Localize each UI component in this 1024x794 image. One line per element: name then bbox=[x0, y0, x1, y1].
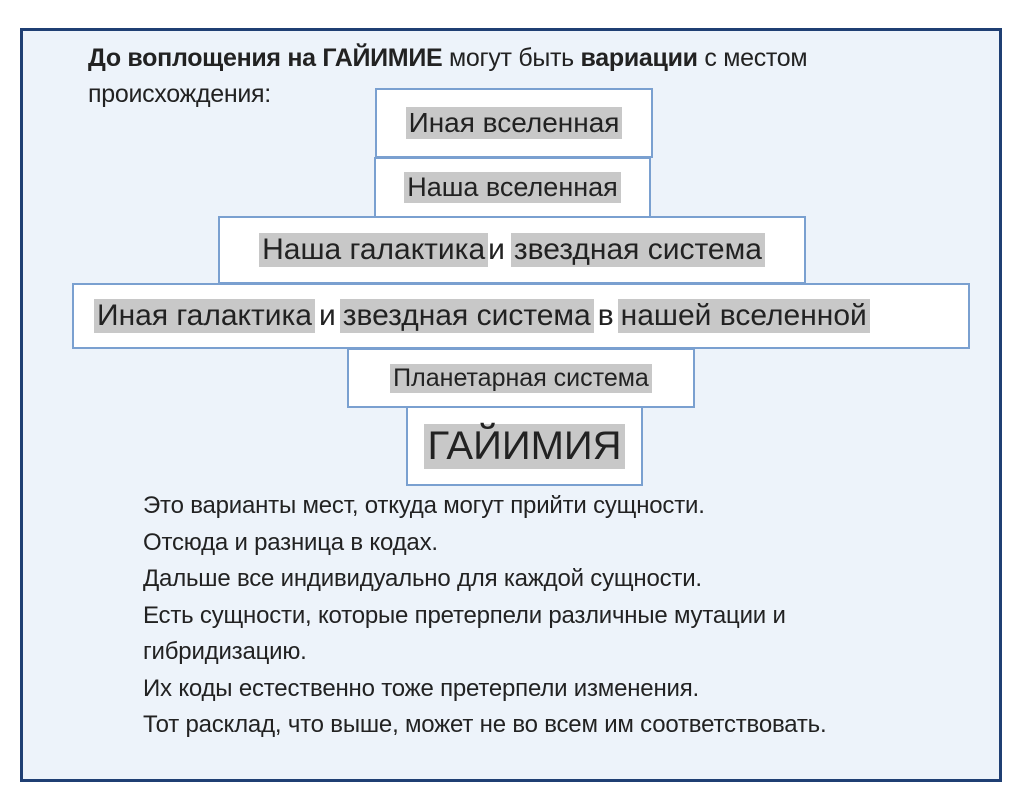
description-line: Это варианты мест, откуда могут прийти сущности. bbox=[143, 492, 705, 519]
intro-bold-1: До воплощения на ГАЙИМИЕ bbox=[88, 44, 443, 72]
box-other-galaxy-conj-2: в bbox=[597, 299, 614, 332]
box-gaiimia bbox=[406, 406, 643, 486]
description-line: гибридизацию. bbox=[143, 638, 307, 665]
description-line: Тот расклад, что выше, может не во всем им соответствовать. bbox=[143, 711, 827, 738]
box-other-galaxy-conj-1: и bbox=[318, 299, 336, 332]
description-line: Есть сущности, которые претерпели различные мутации и bbox=[143, 601, 786, 629]
intro-bold-2: вариации bbox=[580, 44, 698, 72]
description-line: Дальше все индивидуально для каждой сущности. bbox=[143, 565, 702, 592]
box-other-universe-label: Иная вселенная bbox=[406, 107, 623, 139]
box-our-universe-label: Наша вселенная bbox=[404, 172, 621, 203]
description-line: Отсюда и разница в кодах. bbox=[143, 528, 438, 556]
box-our-universe bbox=[374, 157, 651, 218]
box-other-galaxy-part-2: звездная система bbox=[340, 299, 594, 333]
description-list bbox=[143, 488, 963, 744]
box-our-galaxy-conj: и bbox=[488, 233, 505, 266]
box-our-galaxy-part-2: звездная система bbox=[511, 233, 765, 267]
box-other-galaxy bbox=[72, 283, 970, 349]
box-planetary-system bbox=[347, 348, 695, 408]
box-other-galaxy-part-1: Иная галактика bbox=[94, 299, 315, 333]
box-our-galaxy-part-1: Наша галактика bbox=[259, 233, 488, 267]
box-other-universe bbox=[375, 88, 653, 158]
intro-text-1: могут быть bbox=[442, 44, 581, 72]
box-our-galaxy bbox=[218, 216, 806, 284]
description-line: Их коды естественно тоже претерпели изменения. bbox=[143, 674, 699, 702]
box-planetary-system-label: Планетарная система bbox=[390, 364, 652, 393]
box-other-galaxy-part-3: нашей вселенной bbox=[618, 299, 870, 333]
intro-text-2: с местом происхождения: bbox=[88, 44, 808, 108]
box-gaiimia-label: ГАЙИМИЯ bbox=[424, 424, 624, 469]
